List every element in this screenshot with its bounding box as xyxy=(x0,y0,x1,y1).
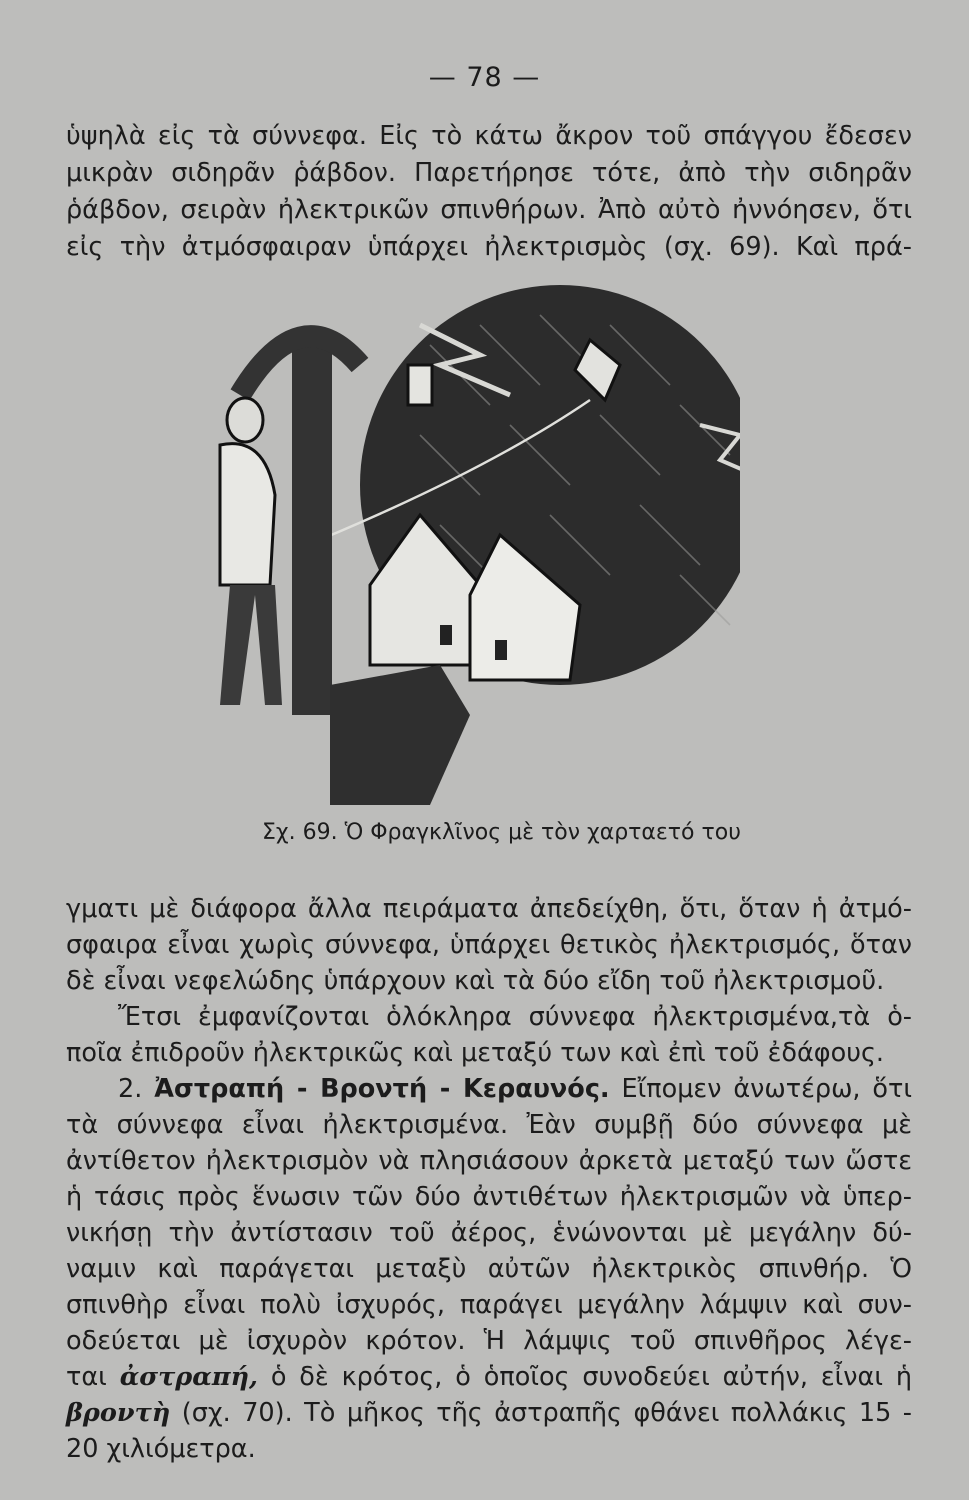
text-line: ἡ τάσις πρὸς ἕνωσιν τῶν δύο ἀντιθέτων ἠλεκτρισμῶν νὰ ὑπερ- xyxy=(66,1182,912,1212)
text-span: Εἴπομεν ἀνωτέρω, ὅτι xyxy=(621,1074,912,1104)
text-line: σπινθὴρ εἶναι πολὺ ἰσχυρός, παράγει μεγάλην λάμψιν καὶ συν- xyxy=(66,1290,912,1320)
text-line-with-term xyxy=(66,1397,912,1429)
window xyxy=(440,625,452,645)
section-number: 2. xyxy=(118,1074,143,1104)
text-line: εἰς τὴν ἀτμόσφαιραν ὑπάρχει ἠλεκτρισμὸς (σχ. 69). Καὶ πρά- xyxy=(66,232,912,262)
text-line-with-term xyxy=(66,1361,912,1393)
page-number: — 78 — xyxy=(428,62,541,93)
text-line: τὰ σύννεφα εἶναι ἠλεκτρισμένα. Ἐὰν συμβῇ δύο σύννεφα μὲ xyxy=(66,1110,912,1140)
text-span: ται xyxy=(66,1362,107,1392)
text-line: σφαιρα εἶναι χωρὶς σύννεφα, ὑπάρχει θετικὸς ἠλεκτρισμός, ὅταν xyxy=(66,930,912,960)
text-line: δὲ εἶναι νεφελώδης ὑπάρχουν καὶ τὰ δύο εἴδη τοῦ ἠλεκτρισμοῦ. xyxy=(66,966,885,996)
text-line: ὑψηλὰ εἰς τὰ σύννεφα. Εἰς τὸ κάτω ἄκρον τοῦ σπάγγου ἔδεσεν xyxy=(66,121,912,151)
text-line: ἀντίθετον ἠλεκτρισμὸν νὰ πλησιάσουν ἀρκετὰ μεταξύ των ὥστε xyxy=(66,1146,912,1176)
text-line: μικρὰν σιδηρᾶν ῥάβδον. Παρετήρησε τότε, ἀπὸ τὴν σιδηρᾶν xyxy=(66,158,912,188)
text-span: (σχ. 70). Τὸ μῆκος τῆς ἀστραπῆς φθάνει πολλάκις 15 - xyxy=(181,1398,913,1428)
section-heading-line xyxy=(118,1073,912,1105)
figure-caption: Σχ. 69. Ὁ Φραγκλῖνος μὲ τὸν χαρταετό του xyxy=(262,820,741,845)
text-line: γματι μὲ διάφορα ἄλλα πειράματα ἀπεδείχθη, ὅτι, ὅταν ἡ ἀτμό- xyxy=(66,894,912,924)
term-astrapi: ἀστραπή, xyxy=(119,1362,258,1392)
franklin-coat xyxy=(220,444,275,585)
text-line: ναμιν καὶ παράγεται μεταξὺ αὐτῶν ἠλεκτρικὸς σπινθήρ. Ὁ xyxy=(66,1254,912,1284)
text-line: 20 χιλιόμετρα. xyxy=(66,1434,256,1464)
franklin-head xyxy=(227,398,263,442)
section-heading: Ἀστραπή - Βροντή - Κεραυνός. xyxy=(154,1074,610,1104)
lantern-icon xyxy=(408,365,432,405)
window xyxy=(495,640,507,660)
stone-archway-pillar xyxy=(292,345,332,715)
term-vronti: βροντὴ xyxy=(66,1398,171,1428)
stone-wall xyxy=(330,665,470,805)
text-line: οδεύεται μὲ ἰσχυρὸν κρότον. Ἡ λάμψις τοῦ σπινθῆρος λέγε- xyxy=(66,1326,912,1356)
franklin-kite-illustration xyxy=(180,285,740,815)
text-line: ῥάβδον, σειρὰν ἠλεκτρικῶν σπινθήρων. Ἀπὸ αὐτὸ ἠννόησεν, ὅτι xyxy=(66,195,912,225)
franklin-legs xyxy=(220,585,282,705)
text-line: ποῖα ἐπιδροῦν ἠλεκτρικῶς καὶ μεταξύ των καὶ ἐπὶ τοῦ ἐδάφους. xyxy=(66,1038,885,1068)
text-line: Ἔτσι ἐμφανίζονται ὁλόκληρα σύννεφα ἠλεκτρισμένα,τὰ ὁ- xyxy=(118,1002,912,1032)
text-line: νικήσῃ τὴν ἀντίστασιν τοῦ ἀέρος, ἑνώνονται μὲ μεγάλην δύ- xyxy=(66,1218,912,1248)
text-span: ὁ δὲ κρότος, ὁ ὁποῖος συνοδεύει αὐτήν, εἶναι ἡ xyxy=(270,1362,913,1392)
